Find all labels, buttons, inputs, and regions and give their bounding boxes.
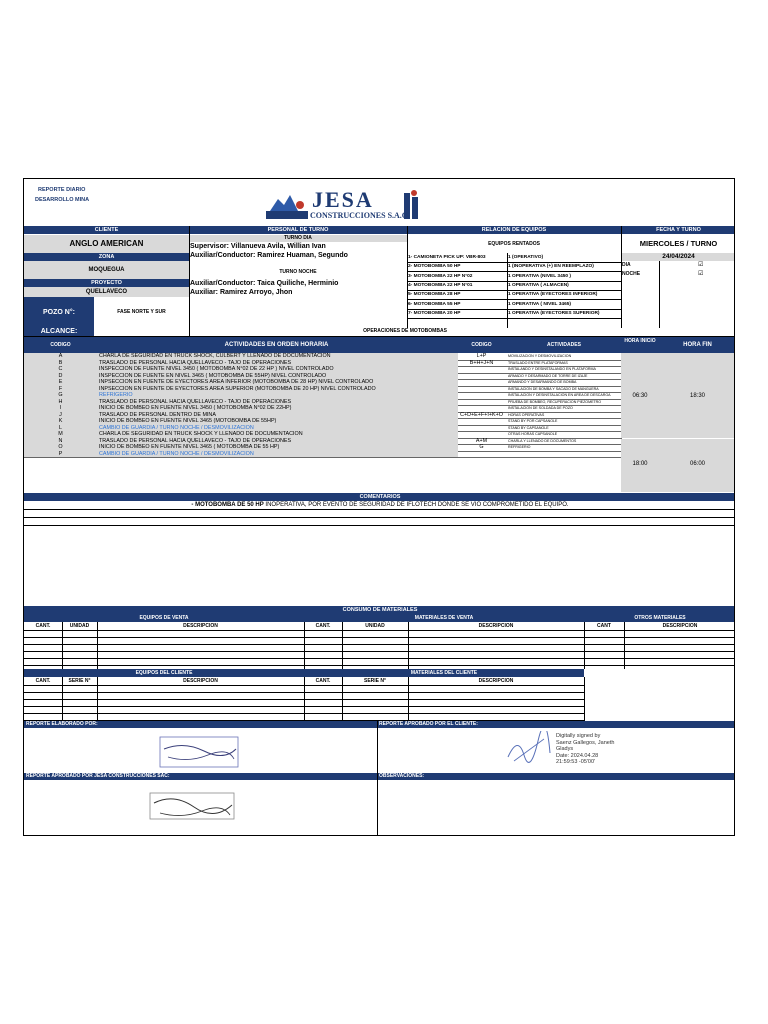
hora-inicio-1: 06:30 (632, 393, 648, 399)
activity-desc: INPSECCION EN FUENTE DE EYECTORES AREA SUPERIOR (MOTOBOMBA DE 20 HP) NIVEL CONTROLADO (97, 386, 458, 394)
line (342, 677, 343, 721)
digital-signature-text: Digitally signed by Saenz Gallegos, Janeth Gladys Date: 2024.04.28 21:59:53 -05'00' (556, 733, 615, 765)
proyecto-value: QUELLAVECO (24, 287, 189, 297)
desc-col-5: DESCRIPCION (478, 678, 514, 684)
activity-desc: INICIO DE BOMBEO EN FUENTE NIVEL 3465 ( MOTOBOMBA DE 55 HP) (97, 444, 458, 452)
activity-type: MOVILIZACION Y DESMOVILIZACION (507, 353, 622, 361)
fecha-value: 24/04/2024 (621, 253, 735, 261)
activity-type: STAND BY POR CAPSANOLE (507, 418, 622, 426)
dia-turno-value: MIERCOLES / TURNO (639, 239, 718, 248)
aprobado-jesa-header: REPORTE APROBADO POR JESA CONSTRUCCIONES SAC: (24, 773, 377, 780)
signature-icon (504, 731, 554, 769)
activity-code2 (456, 451, 507, 459)
stamp-jesa (142, 789, 242, 825)
actividades2-header: ACTIVIDADES (507, 337, 621, 353)
activity-code: D (24, 373, 97, 381)
line (507, 253, 508, 328)
line (24, 517, 735, 518)
line (62, 622, 63, 669)
actividades-header: ACTIVIDADES EN ORDEN HORARIA (97, 337, 456, 353)
line (304, 677, 305, 721)
activity-type: CHARLA Y LLENADO DE DOCUMENTOS (507, 438, 622, 446)
equipment-status: 1 OPERATIVA (EYECTORES INFERIOR) (508, 292, 598, 298)
codigo2-header: CODIGO (456, 337, 507, 353)
line (408, 622, 409, 669)
line (584, 622, 585, 669)
equipment-name: 3- MOTOBOMBA 22 HP N°02 (408, 273, 473, 279)
zona-value: MOQUEGUA (24, 261, 189, 279)
activity-type: OTRAS HORAS CAPSANOLE (507, 431, 622, 439)
equipment-name: 7- MOTOBOMBA 20 HP (408, 310, 461, 316)
aux1-name: Auxiliar/Conductor: Ramirez Huaman, Segundo (190, 252, 348, 259)
activity-type: PRUEBA DE BOMBEO, RECUPERACION PIEZOMETRO (507, 399, 622, 407)
aux3-name: Auxiliar: Ramirez Arroyo, Jhon (190, 289, 293, 296)
activity-code: E (24, 379, 97, 387)
aprobado-cliente-header: REPORTE APROBADO POR EL CLIENTE: (377, 721, 735, 728)
activity-code: H (24, 399, 97, 407)
desc-col-4: DESCRIPCION (183, 678, 218, 684)
noche-label: NOCHE (622, 271, 641, 277)
equipment-name: 2- MOTOBOMBA 50 HP (408, 264, 461, 270)
activity-desc: TRASLADO DE PERSONAL HACIA QUELLAVECO - TAJO DE OPERACIONES (97, 438, 458, 446)
equipment-name: 1- CAMIONETA PICK UP: VBR-803 (408, 255, 486, 260)
aux2-name: Auxiliar/Conductor: Taica Quiliche, Herminio (190, 280, 339, 287)
stamp-elaborado (154, 735, 244, 769)
activity-code: I (24, 405, 97, 413)
line (24, 630, 735, 631)
cliente-value: ANGLO AMERICAN (24, 235, 189, 253)
activity-type: REFRIGERIO (507, 444, 622, 452)
equipos-venta-header: EQUIPOS DE VENTA (24, 614, 304, 622)
line (659, 261, 660, 328)
serie-col-2: SERIE N° (363, 678, 386, 684)
activity-desc: CAMBIO DE GUARDIA / TURNO NOCHE / DESMOVILIZACION (97, 451, 458, 459)
hora-inicio-2: 18:00 (632, 461, 648, 467)
cant-col-1: CANT. (35, 623, 51, 629)
zona-header: ZONA (24, 253, 189, 261)
activity-code2: G (456, 444, 507, 452)
activity-list (24, 353, 621, 457)
activity-type: ARMANDO Y DESARMANDO DE BOMBA (507, 379, 622, 387)
company-logo (264, 185, 429, 223)
line (24, 665, 735, 666)
line (408, 677, 409, 721)
materiales-venta-header: MATERIALES DE VENTA (304, 614, 584, 622)
line (24, 644, 735, 645)
activity-desc: CHARLA DE SEGURIDAD EN TRUCK SHOCK, CULBERT Y LLENADO DE DOCUMENTACION (97, 353, 458, 361)
materiales-cliente-header: MATERIALES DEL CLIENTE (304, 669, 584, 677)
activity-desc: TRASLADO DE PERSONAL DENTRO DE MINA (97, 412, 458, 420)
activity-desc: INICIO DE BOMBEO EN FUENTE NIVEL 3465 (MOTOBOMBA DE 55HP) (97, 418, 458, 426)
dia-label: DIA (622, 262, 631, 268)
noche-checkbox[interactable]: ☑ (698, 271, 704, 277)
line (342, 622, 343, 669)
logo-sub-text: CONSTRUCCIONES S.A.C. (310, 211, 410, 220)
line (97, 677, 98, 721)
comentario-text (24, 501, 735, 509)
activity-type: ARMADO Y DESARMADO DE TORRE DE IZAJE (507, 373, 622, 381)
line (407, 226, 408, 328)
activity-desc: CAMBIO DE GUARDIA / TURNO NOCHE / DESMOVILIZACION (97, 425, 458, 433)
cant-col-4: CANT. (35, 678, 51, 684)
line (24, 658, 735, 659)
report-title: REPORTE DIARIO (38, 187, 86, 193)
equipment-name: 4- MOTOBOMBA 22 HP N°01 (408, 282, 473, 288)
activity-type: HORAS OPERATIVAS (507, 412, 622, 420)
otros-materiales-header: OTROS MATERIALES (584, 614, 735, 622)
hora-fin-1: 18:30 (689, 393, 705, 399)
hora-fin-2: 06:00 (689, 461, 705, 467)
line (621, 226, 622, 328)
consumo-header: CONSUMO DE MATERIALES (24, 606, 735, 614)
activity-desc: INICIO DE BOMBEO EN FUENTE NIVEL 3450 ( MOTOBOMBA N°02 DE 22HP) (97, 405, 458, 413)
activity-code2: C+D+E+F+I+K+O (456, 412, 507, 420)
activity-code: B (24, 360, 97, 368)
equipment-status: 1 (INOPERATIVA (+) EN REEMPLAZO) (508, 264, 594, 270)
activity-desc: REFRIGERIO (97, 392, 458, 400)
line (62, 677, 63, 721)
fecha-header: FECHA Y TURNO (621, 226, 735, 234)
activity-desc: INSPECCION DE FUENTE EN NIVEL 3465 ( MOTOBOMBA DE 55HP) NIVEL CONTROLADO (97, 373, 458, 381)
activity-desc: CHARLA DE SEGURIDAD EN TRUCK SHOCK Y LLENADO DE DOCUMENTACION (97, 431, 458, 439)
fase-value: FASE NORTE Y SUR (117, 309, 166, 315)
cant-col-5: CANT. (315, 678, 331, 684)
comentarios-header: COMENTARIOS (24, 493, 735, 501)
equipment-status: 1 OPERATIVA (NIVEL 3450 ) (508, 273, 571, 279)
activity-desc: TRASLADO DE PERSONAL HACIA QUELLAVECO - TAJO DE OPERACIONES (97, 360, 458, 368)
unidad-col-2: UNIDAD (365, 623, 385, 629)
line (584, 677, 585, 721)
equipos-header: RELACION DE EQUIPOS (407, 226, 621, 234)
activity-code: K (24, 418, 97, 426)
activity-desc: INPSECCION EN FUENTE DE EYECTORES AREA INFERIOR (MOTOBOMBA DE 28 HP) NIVEL CONTROLADO (97, 379, 458, 387)
equipment-status: 1 (OPERATIVO) (508, 255, 544, 260)
line (189, 226, 190, 336)
activity-code: F (24, 386, 97, 394)
line (624, 622, 625, 669)
line (24, 637, 735, 638)
elaborado-header: REPORTE ELABORADO POR: (24, 721, 377, 728)
codigo-header: CODIGO (24, 337, 97, 353)
observaciones-header: OBSERVACIONES: (377, 773, 735, 780)
activity-desc: INSPECCION DE FUENTE NIVEL 3450 ( MOTOBOMBA N°02 DE 22 HP ) NIVEL CONTROLADO (97, 366, 458, 374)
equipment-status: 1 OPERATIVA ( NIVEL 3465) (508, 301, 571, 307)
equipment-row (407, 309, 621, 319)
turno-noche-label: TURNO NOCHE (279, 269, 317, 275)
stamp-icon (142, 789, 242, 825)
activity-type: INSTALACION DE BOMBA Y SACADO DE MANGUERA (507, 386, 622, 394)
activity-code2: L+P (456, 353, 507, 361)
cliente-header: CLIENTE (24, 226, 189, 234)
activity-type: STAND BY CAPSANOLE (507, 425, 622, 433)
activity-type: INSTALANDO Y DESINSTALANDO EN PLATAFORMA (507, 366, 622, 374)
desc-col-2: DESCRIPCION (478, 623, 514, 629)
activity-code2: A+M (456, 438, 507, 446)
line (24, 651, 735, 652)
cant-col-2: CANT. (315, 623, 331, 629)
line (24, 509, 735, 510)
report-sheet (23, 178, 735, 836)
activity-code: O (24, 444, 97, 452)
line (304, 622, 305, 669)
equipment-status: 1 OPERATIVA (EYECTORES SUPERIOR) (508, 310, 600, 316)
comentario-bold: - MOTOBOMBA DE 50 HP (191, 502, 264, 508)
equipment-name: 5- MOTOBOMBA 28 HP (408, 292, 461, 298)
activity-code: G (24, 392, 97, 400)
equipos-rentados: EQUIPOS RENTADOS (488, 241, 540, 247)
hora-inicio-header: HORA INICIO (621, 337, 659, 353)
serie-col-1: SERIE N° (68, 678, 91, 684)
cant-col-3: CANT (597, 623, 611, 629)
activity-code: J (24, 412, 97, 420)
activity-desc: TRASLADO DE PERSONAL HACIA QUELLAVECO - TAJO DE OPERACIONES (97, 399, 458, 407)
line (97, 622, 98, 669)
line (377, 721, 378, 836)
signature-client (504, 731, 554, 769)
dia-checkbox[interactable]: ☑ (698, 262, 704, 268)
turno-dia-label: TURNO DIA (189, 235, 407, 242)
activity-type: INSTALACION Y DESINSTALACION EN AREA DE DESCARGA (507, 392, 622, 400)
equipment-name: 6- MOTOBOMBA 55 HP (408, 301, 461, 307)
activity-code: L (24, 425, 97, 433)
equipos-cliente-header: EQUIPOS DEL CLIENTE (24, 669, 304, 677)
supervisor-name: Supervisor: Villanueva Avila, Willian Ivan (190, 243, 326, 250)
hora-fin-header: HORA FIN (659, 337, 735, 353)
logo-main-text: JESA (312, 187, 374, 212)
activity-code: M (24, 431, 97, 439)
activity-code: A (24, 353, 97, 361)
comentario-body: INOPERATIVA, POR EVENTO DE SEGURIDAD DE IFLOTECH DONDE SE VIO COMPROMETIDO EL EQUIPO. (263, 502, 569, 508)
activity-type: TRASLADO ENTRE PLATAFORMAS (507, 360, 622, 368)
activity-code: N (24, 438, 97, 446)
activity-code: P (24, 451, 97, 459)
activity-type: INSTALACION DE SOLDADA DE POZO (507, 405, 622, 413)
line (24, 525, 735, 526)
equipment-status: 1 OPERATIVA ( ALMACEN) (508, 282, 569, 288)
proyecto-header: PROYECTO (24, 279, 189, 287)
activity-code: C (24, 366, 97, 374)
desc-col-1: DESCRIPCION (183, 623, 218, 629)
pozo-label: POZO N°: (24, 297, 94, 328)
unidad-col-1: UNIDAD (69, 623, 90, 629)
alcance-label: ALCANCE: (24, 328, 94, 336)
stamp-icon (154, 735, 244, 769)
activity-type (507, 451, 622, 459)
line (24, 336, 735, 337)
desc-col-3: DESCRIPCION (662, 623, 698, 629)
activity-code2: B+H+J+N (456, 360, 507, 368)
personal-header: PERSONAL DE TURNO (189, 226, 407, 234)
report-subtitle: DESARROLLO MINA (35, 197, 90, 203)
operaciones-title: OPERACIONES DE MOTOBOMBAS (363, 328, 447, 334)
